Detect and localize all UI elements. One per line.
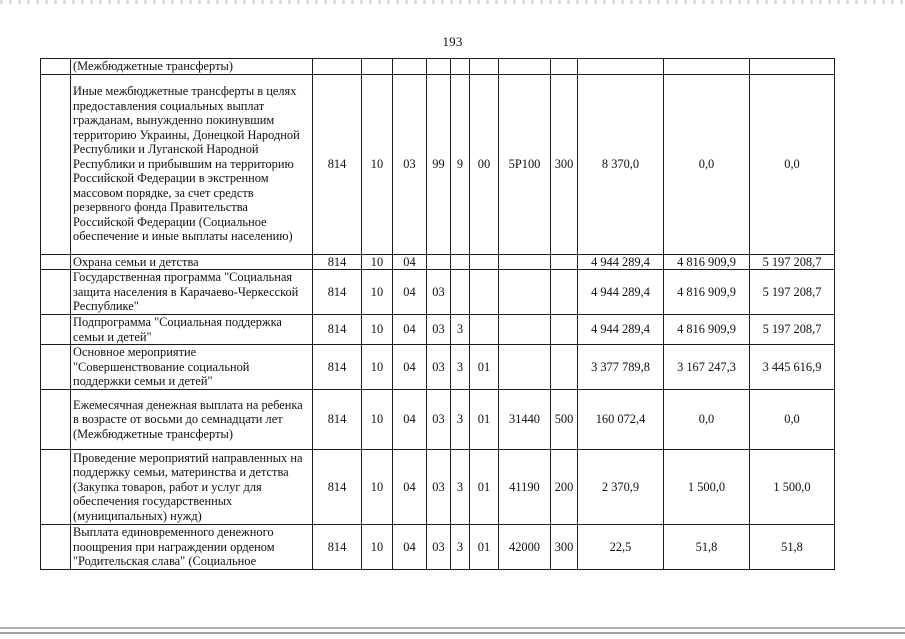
row-index-cell [41, 254, 71, 270]
direction-code-cell [499, 270, 551, 315]
item-name-cell: Ежемесячная денежная выплата на ребенка в возрасте от восьми до семнадцати лет (Межбюджетные трансферты) [71, 390, 313, 450]
item-name-cell: (Межбюджетные трансферты) [71, 59, 313, 75]
subsection-code-cell: 04 [393, 254, 427, 270]
item-name-cell: Охрана семьи и детства [71, 254, 313, 270]
item-name-cell: Основное мероприятие "Совершенствование социальной поддержки семьи и детей" [71, 345, 313, 390]
program-code-cell: 03 [427, 450, 451, 525]
grbs-code-cell: 814 [313, 254, 362, 270]
activity-code-cell: 01 [470, 345, 499, 390]
subprogram-code-cell: 3 [451, 390, 470, 450]
amount-year3-cell: 0,0 [750, 390, 835, 450]
amount-year1-cell: 160 072,4 [578, 390, 664, 450]
expense-type-code-cell [551, 315, 578, 345]
activity-code-cell [470, 254, 499, 270]
direction-code-cell: 5Р100 [499, 74, 551, 254]
item-name-cell: Иные межбюджетные трансферты в целях предоставления социальных выплат гражданам, вынужденно покинувшим территорию Украины, Донецкой Народной Республики и Луганской Народной Республики и прибывшим на территорию Российской Федерации в экстренном массовом порядке, за счет средств резервного фонда Правительства Российской Федерации (Социальное обеспечение и иные выплаты населению) [71, 74, 313, 254]
amount-year3-cell [750, 59, 835, 75]
amount-year2-cell [664, 59, 750, 75]
amount-year2-cell: 0,0 [664, 74, 750, 254]
amount-year3-cell: 5 197 208,7 [750, 254, 835, 270]
program-code-cell: 03 [427, 315, 451, 345]
subprogram-code-cell [451, 270, 470, 315]
grbs-code-cell [313, 59, 362, 75]
subprogram-code-cell: 9 [451, 74, 470, 254]
table-row [41, 525, 835, 570]
subsection-code-cell: 04 [393, 345, 427, 390]
grbs-code-cell: 814 [313, 345, 362, 390]
activity-code-cell: 01 [470, 390, 499, 450]
direction-code-cell [499, 315, 551, 345]
amount-year3-cell: 3 445 616,9 [750, 345, 835, 390]
subprogram-code-cell: 3 [451, 345, 470, 390]
activity-code-cell [470, 270, 499, 315]
row-index-cell [41, 345, 71, 390]
row-index-cell [41, 390, 71, 450]
amount-year3-cell: 0,0 [750, 74, 835, 254]
expense-type-code-cell: 500 [551, 390, 578, 450]
section-code-cell: 10 [362, 525, 393, 570]
scan-bottom-edge [0, 627, 905, 639]
section-code-cell: 10 [362, 315, 393, 345]
direction-code-cell: 41190 [499, 450, 551, 525]
item-name-cell: Подпрограмма "Социальная поддержка семьи и детей" [71, 315, 313, 345]
table-row [41, 450, 835, 525]
amount-year2-cell: 4 816 909,9 [664, 254, 750, 270]
section-code-cell: 10 [362, 270, 393, 315]
expense-type-code-cell [551, 59, 578, 75]
subsection-code-cell: 04 [393, 390, 427, 450]
table-row [41, 254, 835, 270]
grbs-code-cell: 814 [313, 270, 362, 315]
section-code-cell: 10 [362, 254, 393, 270]
amount-year1-cell: 4 944 289,4 [578, 315, 664, 345]
amount-year2-cell: 0,0 [664, 390, 750, 450]
item-name-cell: Проведение мероприятий направленных на поддержку семьи, материнства и детства (Закупка товаров, работ и услуг для обеспечения государственных (муниципальных) нужд) [71, 450, 313, 525]
activity-code-cell: 01 [470, 525, 499, 570]
row-index-cell [41, 450, 71, 525]
row-index-cell [41, 525, 71, 570]
subprogram-code-cell: 3 [451, 525, 470, 570]
table-row [41, 390, 835, 450]
row-index-cell [41, 74, 71, 254]
row-index-cell [41, 315, 71, 345]
program-code-cell [427, 254, 451, 270]
subprogram-code-cell [451, 59, 470, 75]
amount-year1-cell [578, 59, 664, 75]
expense-type-code-cell [551, 345, 578, 390]
item-name-cell: Государственная программа "Социальная защита населения в Карачаево-Черкесской Республике" [71, 270, 313, 315]
table-row [41, 345, 835, 390]
direction-code-cell [499, 59, 551, 75]
subsection-code-cell: 04 [393, 450, 427, 525]
grbs-code-cell: 814 [313, 525, 362, 570]
direction-code-cell [499, 345, 551, 390]
amount-year2-cell: 4 816 909,9 [664, 315, 750, 345]
program-code-cell [427, 59, 451, 75]
program-code-cell: 03 [427, 390, 451, 450]
amount-year3-cell: 5 197 208,7 [750, 315, 835, 345]
subsection-code-cell: 04 [393, 315, 427, 345]
amount-year1-cell: 4 944 289,4 [578, 254, 664, 270]
subprogram-code-cell: 3 [451, 450, 470, 525]
subsection-code-cell: 04 [393, 525, 427, 570]
expense-type-code-cell: 200 [551, 450, 578, 525]
grbs-code-cell: 814 [313, 450, 362, 525]
amount-year3-cell: 1 500,0 [750, 450, 835, 525]
amount-year3-cell: 51,8 [750, 525, 835, 570]
subprogram-code-cell: 3 [451, 315, 470, 345]
section-code-cell: 10 [362, 390, 393, 450]
direction-code-cell [499, 254, 551, 270]
row-index-cell [41, 270, 71, 315]
amount-year1-cell: 2 370,9 [578, 450, 664, 525]
activity-code-cell: 00 [470, 74, 499, 254]
amount-year1-cell: 4 944 289,4 [578, 270, 664, 315]
budget-table [40, 58, 835, 570]
amount-year2-cell: 3 167 247,3 [664, 345, 750, 390]
amount-year1-cell: 22,5 [578, 525, 664, 570]
table-row [41, 59, 835, 75]
table-row [41, 74, 835, 254]
expense-type-code-cell: 300 [551, 525, 578, 570]
amount-year1-cell: 3 377 789,8 [578, 345, 664, 390]
expense-type-code-cell: 300 [551, 74, 578, 254]
amount-year3-cell: 5 197 208,7 [750, 270, 835, 315]
program-code-cell: 03 [427, 345, 451, 390]
scan-top-edge [0, 0, 905, 4]
item-name-cell: Выплата единовременного денежного поощрения при награждении орденом "Родительская слава" (Социальное [71, 525, 313, 570]
table-row [41, 315, 835, 345]
direction-code-cell: 42000 [499, 525, 551, 570]
direction-code-cell: 31440 [499, 390, 551, 450]
program-code-cell: 03 [427, 525, 451, 570]
expense-type-code-cell [551, 254, 578, 270]
activity-code-cell [470, 59, 499, 75]
grbs-code-cell: 814 [313, 390, 362, 450]
grbs-code-cell: 814 [313, 74, 362, 254]
row-index-cell [41, 59, 71, 75]
section-code-cell: 10 [362, 450, 393, 525]
section-code-cell [362, 59, 393, 75]
page-number: 193 [442, 34, 463, 49]
grbs-code-cell: 814 [313, 315, 362, 345]
subsection-code-cell: 03 [393, 74, 427, 254]
amount-year1-cell: 8 370,0 [578, 74, 664, 254]
amount-year2-cell: 1 500,0 [664, 450, 750, 525]
activity-code-cell [470, 315, 499, 345]
amount-year2-cell: 4 816 909,9 [664, 270, 750, 315]
subprogram-code-cell [451, 254, 470, 270]
amount-year2-cell: 51,8 [664, 525, 750, 570]
table-row [41, 270, 835, 315]
program-code-cell: 03 [427, 270, 451, 315]
subsection-code-cell: 04 [393, 270, 427, 315]
activity-code-cell: 01 [470, 450, 499, 525]
expense-type-code-cell [551, 270, 578, 315]
subsection-code-cell [393, 59, 427, 75]
section-code-cell: 10 [362, 345, 393, 390]
program-code-cell: 99 [427, 74, 451, 254]
section-code-cell: 10 [362, 74, 393, 254]
